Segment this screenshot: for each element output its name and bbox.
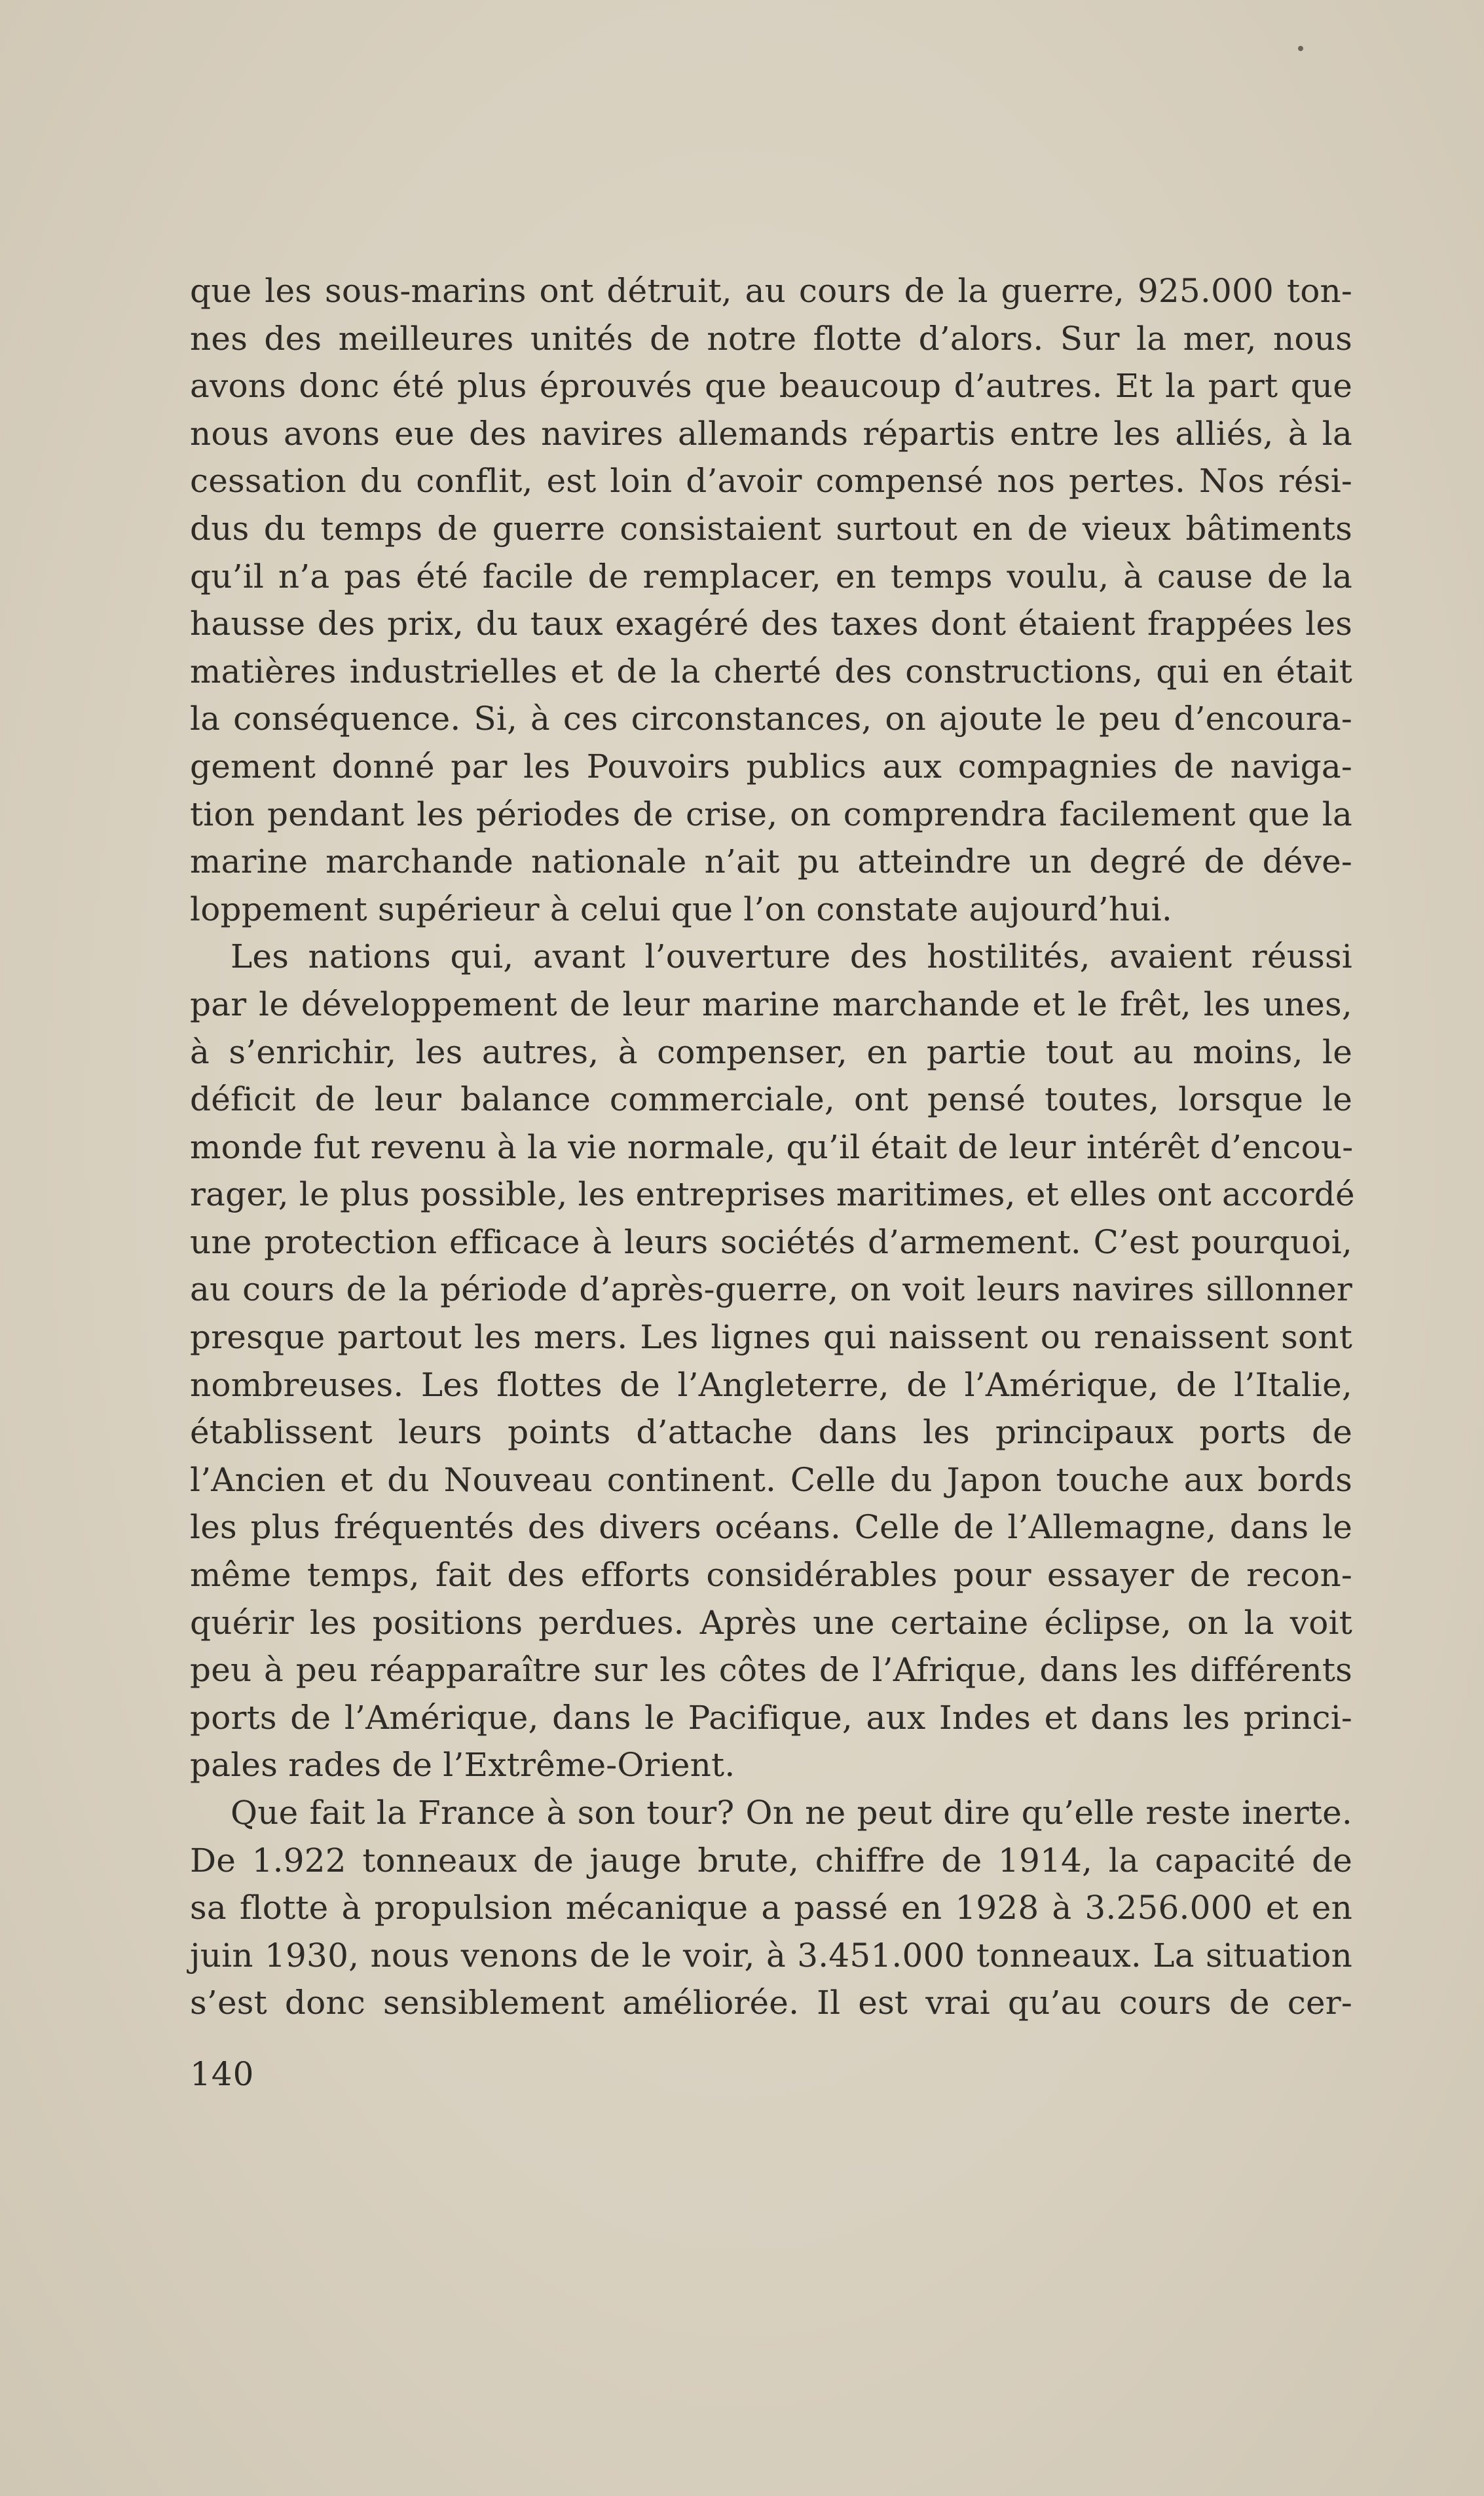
- page-number: 140: [190, 2055, 255, 2093]
- text-line: monde fut revenu à la vie normale, qu’il était de leur intérêt d’encou-: [190, 1127, 1354, 1166]
- text-line: avons donc été plus éprouvés que beaucoup d’autres. Et la part que: [190, 367, 1352, 406]
- text-line: hausse des prix, du taux exagéré des taxes dont étaient frappées les: [190, 605, 1352, 643]
- paragraph-end-line: pales rades de l’Extrême-Orient.: [190, 1746, 735, 1785]
- text-line: nous avons eue des navires allemands répartis entre les alliés, à la: [190, 414, 1352, 453]
- text-line: presque partout les mers. Les lignes qui naissent ou renaissent sont: [190, 1318, 1352, 1357]
- body-text: [190, 267, 1355, 2027]
- paragraph-start-line: Les nations qui, avant l’ouverture des hostilités, avaient réussi: [231, 937, 1352, 976]
- text-line: tion pendant les périodes de crise, on comprendra facilement que la: [190, 795, 1352, 833]
- ink-speck: [1298, 46, 1303, 51]
- text-line: l’Ancien et du Nouveau continent. Celle du Japon touche aux bords: [190, 1460, 1352, 1499]
- text-line: la conséquence. Si, à ces circonstances, on ajoute le peu d’encoura-: [190, 700, 1352, 738]
- text-line: au cours de la période d’après-guerre, on voit leurs navires sillonner: [190, 1270, 1352, 1309]
- text-line: qu’il n’a pas été facile de remplacer, en temps voulu, à cause de la: [190, 557, 1352, 596]
- text-line: les plus fréquentés des divers océans. Celle de l’Allemagne, dans le: [190, 1508, 1352, 1547]
- text-line: même temps, fait des efforts considérables pour essayer de recon-: [190, 1556, 1352, 1595]
- text-line: ports de l’Amérique, dans le Pacifique, aux Indes et dans les princi-: [190, 1698, 1352, 1737]
- text-line: par le développement de leur marine marchande et le frêt, les unes,: [190, 985, 1352, 1023]
- text-line: cessation du conflit, est loin d’avoir compensé nos pertes. Nos rési-: [190, 462, 1352, 501]
- text-line: rager, le plus possible, les entreprises maritimes, et elles ont accordé: [190, 1175, 1355, 1214]
- text-line: nombreuses. Les flottes de l’Angleterre, de l’Amérique, de l’Italie,: [190, 1365, 1352, 1404]
- text-line: que les sous-marins ont détruit, au cours de la guerre, 925.000 ton-: [190, 272, 1352, 310]
- text-line: une protection efficace à leurs sociétés d’armement. C’est pourquoi,: [190, 1222, 1352, 1261]
- text-line: marine marchande nationale n’ait pu atteindre un degré de déve-: [190, 842, 1352, 881]
- text-line: gement donné par les Pouvoirs publics aux compagnies de naviga-: [190, 747, 1352, 785]
- text-line: De 1.922 tonneaux de jauge brute, chiffre de 1914, la capacité de: [190, 1841, 1352, 1880]
- text-line: établissent leurs points d’attache dans les principaux ports de: [190, 1413, 1352, 1452]
- text-line: nes des meilleures unités de notre flotte d’alors. Sur la mer, nous: [190, 319, 1352, 358]
- text-line: matières industrielles et de la cherté des constructions, qui en était: [190, 652, 1352, 690]
- text-line: peu à peu réapparaître sur les côtes de l’Afrique, dans les différents: [190, 1651, 1352, 1690]
- text-line: juin 1930, nous venons de le voir, à 3.451.000 tonneaux. La situation: [190, 1936, 1352, 1975]
- text-line: dus du temps de guerre consistaient surtout en de vieux bâtiments: [190, 509, 1352, 548]
- paragraph-start-line: Que fait la France à son tour? On ne peut dire qu’elle reste inerte.: [231, 1794, 1352, 1832]
- paragraph-end-line: loppement supérieur à celui que l’on constate aujourd’hui.: [190, 890, 1172, 928]
- text-line: sa flotte à propulsion mécanique a passé en 1928 à 3.256.000 et en: [190, 1889, 1352, 1927]
- text-line: quérir les positions perdues. Après une certaine éclipse, on la voit: [190, 1603, 1352, 1642]
- text-line: à s’enrichir, les autres, à compenser, en partie tout au moins, le: [190, 1032, 1352, 1071]
- text-line: s’est donc sensiblement améliorée. Il est vrai qu’au cours de cer-: [190, 1984, 1352, 2022]
- text-line: déficit de leur balance commerciale, ont pensé toutes, lorsque le: [190, 1080, 1352, 1119]
